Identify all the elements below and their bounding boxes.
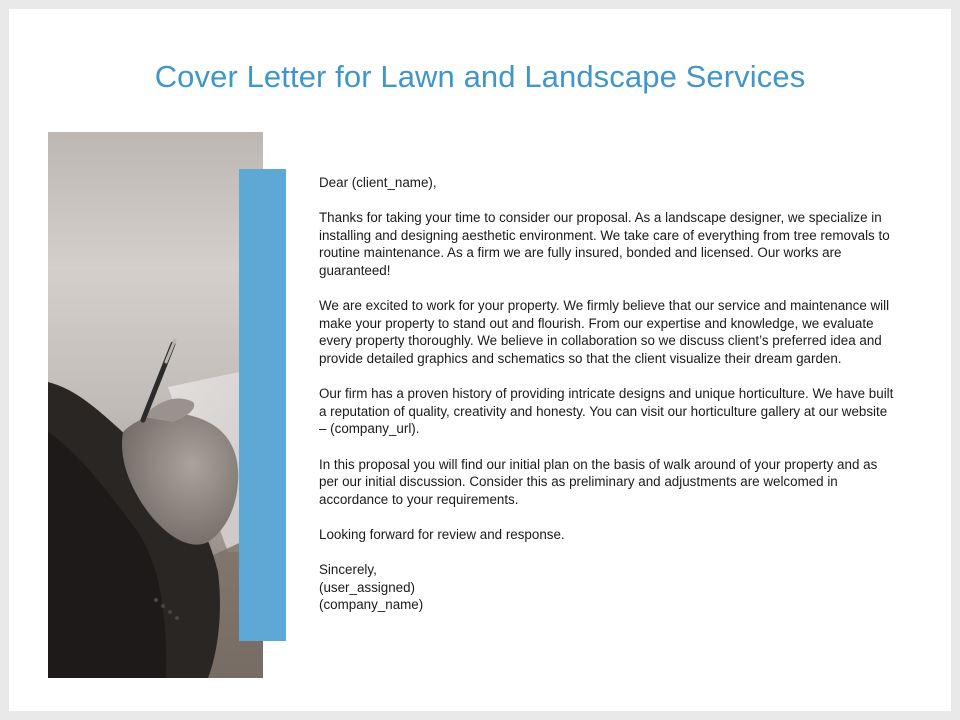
letter-paragraph-5: Looking forward for review and response. [319,526,565,542]
letter-paragraph-4: In this proposal you will find our initial plan on the basis of walk around of your property and as per our initial discussion. Consider this as preliminary and adjustments are welcomed in accordance to your requirements. [319,456,878,507]
letter-paragraph-1: Thanks for taking your time to consider our proposal. As a landscape designer, we specialize in installing and designing aesthetic environment. We take care of everything from tree removals to routine maintenance. As a firm we are fully insured, bonded and licensed. Our works are guaranteed! [319,210,890,278]
letter-salutation: Dear (client_name), [319,175,437,190]
letter-signature [319,561,894,614]
letter-paragraph-3: Our firm has a proven history of providing intricate designs and unique horticulture. We have built a reputation of quality, creativity and honesty. You can visit our horticulture gallery at our website – (company_url). [319,386,894,437]
letter-paragraph-2: We are excited to work for your property. We firmly believe that our service and maintenance will make your property to stand out and flourish. From our expertise and knowledge, we evaluate every property thoroughly. We believe in collaboration so we discuss client’s preferred idea and provide detailed graphics and schematics so that the client visualize their dream garden. [319,298,890,366]
accent-bar [239,169,286,641]
slide [9,9,951,711]
slide-title: Cover Letter for Lawn and Landscape Services [154,59,806,94]
signature-name: (user_assigned) [319,579,416,595]
signature-company: (company_name) [319,597,424,613]
letter-closing: Sincerely, [319,562,377,578]
cover-letter-body [319,174,894,614]
hand-writing-with-pen-photo [48,132,263,678]
